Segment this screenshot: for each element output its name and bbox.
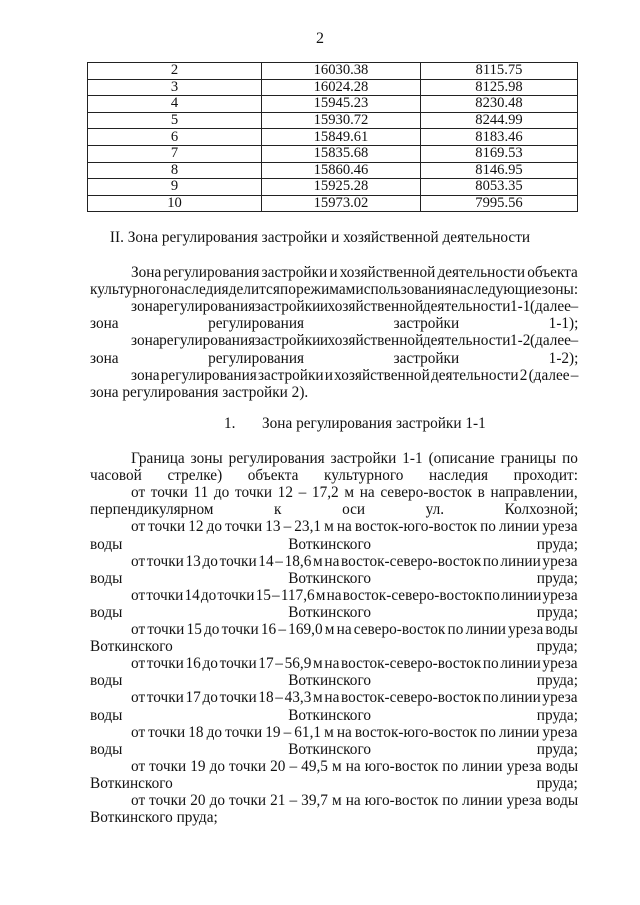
table-row [88, 79, 578, 96]
text-line: воды Воткинского пруда; [90, 672, 578, 690]
table-row [88, 195, 578, 212]
text-line: зона регулирования застройки 1-1); [90, 315, 579, 333]
point-number-cell: 9 [88, 179, 262, 196]
point-number-cell: 4 [88, 96, 262, 113]
text-line: от точки 17 до точки 18 – 43,3 м на восток-северо-восток по линии уреза [131, 689, 578, 707]
point-number-cell: 8 [88, 162, 262, 179]
text-line: зона регулирования застройки 1-2); [90, 349, 579, 367]
point-number-cell: 10 [88, 195, 262, 212]
x-coordinate-cell: 16024.28 [262, 79, 421, 96]
text-line: зона регулирования застройки и хозяйственной деятельности 1-2 (далее – [131, 332, 579, 350]
y-coordinate-cell: 8115.75 [421, 63, 578, 80]
y-coordinate-cell: 8053.35 [421, 179, 578, 196]
x-coordinate-cell: 15849.61 [262, 129, 421, 146]
table-row [88, 63, 578, 80]
table-row [88, 179, 578, 196]
x-coordinate-cell: 15925.28 [262, 179, 421, 196]
x-coordinate-cell: 15860.46 [262, 162, 421, 179]
subsection-heading: Зона регулирования застройки 1-1 [262, 415, 486, 432]
table-row [88, 129, 578, 146]
text-line: от точки 14 до точки 15 – 117,6 м на восток-северо-восток по линии уреза [131, 586, 578, 604]
section-heading: II. Зона регулирования застройки и хозяйственной деятельности [109, 229, 531, 246]
text-line: Зона регулирования застройки и хозяйственной деятельности объекта [131, 264, 578, 281]
point-number-cell: 5 [88, 112, 262, 129]
text-line: воды Воткинского пруда; [90, 706, 578, 724]
text-line: воды Воткинского пруда; [90, 740, 578, 758]
text-line: Воткинского пруда; [90, 809, 218, 827]
y-coordinate-cell: 8125.98 [421, 79, 578, 96]
y-coordinate-cell: 8244.99 [421, 112, 578, 129]
y-coordinate-cell: 7995.56 [421, 195, 578, 212]
text-line: от точки 11 до точки 12 – 17,2 м на северо-восток в направлении, [131, 484, 578, 502]
table-row [88, 145, 578, 162]
text-line: воды Воткинского пруда; [90, 603, 578, 621]
text-line: от точки 19 до точки 20 – 49,5 м на юго-восток по линии уреза воды [131, 757, 579, 775]
x-coordinate-cell: 15835.68 [262, 145, 421, 162]
point-number-cell: 2 [88, 63, 262, 80]
text-line: воды Воткинского пруда; [90, 535, 578, 553]
text-line: от точки 15 до точки 16 – 169,0 м на северо-восток по линии уреза воды [131, 621, 578, 638]
y-coordinate-cell: 8230.48 [421, 96, 578, 113]
table-row [88, 112, 578, 129]
y-coordinate-cell: 8169.53 [421, 145, 578, 162]
text-line: часовой стрелке) объекта культурного наследия проходит: [90, 467, 578, 485]
page-number: 2 [316, 30, 324, 47]
point-number-cell: 3 [88, 79, 262, 96]
text-line: Граница зоны регулирования застройки 1-1 (описание границы по [131, 450, 578, 467]
text-line: Воткинского пруда; [90, 774, 578, 792]
y-coordinate-cell: 8146.95 [421, 162, 578, 179]
text-line: от точки 13 до точки 14 – 18,6 м на восток-северо-восток по линии уреза [131, 552, 578, 570]
subsection-number: 1. [224, 415, 236, 432]
coordinates-table [87, 62, 578, 212]
text-line: от точки 16 до точки 17 – 56,9 м на восток-северо-восток по линии уреза [131, 655, 578, 673]
text-line: воды Воткинского пруда; [90, 569, 578, 587]
text-line: зона регулирования застройки и хозяйственной деятельности 2 (далее – [131, 366, 579, 384]
text-line: зона регулирования застройки и хозяйственной деятельности 1-1 (далее – [131, 298, 579, 316]
text-line: от точки 12 до точки 13 – 23,1 м на восток-юго-восток по линии уреза [131, 518, 578, 536]
x-coordinate-cell: 15945.23 [262, 96, 421, 113]
y-coordinate-cell: 8183.46 [421, 129, 578, 146]
x-coordinate-cell: 15973.02 [262, 195, 421, 212]
table-row [88, 162, 578, 179]
text-line: зона регулирования застройки 2). [90, 383, 309, 401]
text-line: культурного наследия делится по режимам использования на следующие зоны: [90, 281, 579, 299]
text-line: перпендикулярном к оси ул. Колхозной; [90, 501, 579, 519]
point-number-cell: 7 [88, 145, 262, 162]
point-number-cell: 6 [88, 129, 262, 146]
x-coordinate-cell: 15930.72 [262, 112, 421, 129]
text-line: Воткинского пруда; [90, 638, 578, 656]
text-line: от точки 20 до точки 21 – 39,7 м на юго-восток по линии уреза воды [131, 792, 579, 809]
x-coordinate-cell: 16030.38 [262, 63, 421, 80]
table-row [88, 96, 578, 113]
text-line: от точки 18 до точки 19 – 61,1 м на восток-юго-восток по линии уреза [131, 723, 578, 741]
